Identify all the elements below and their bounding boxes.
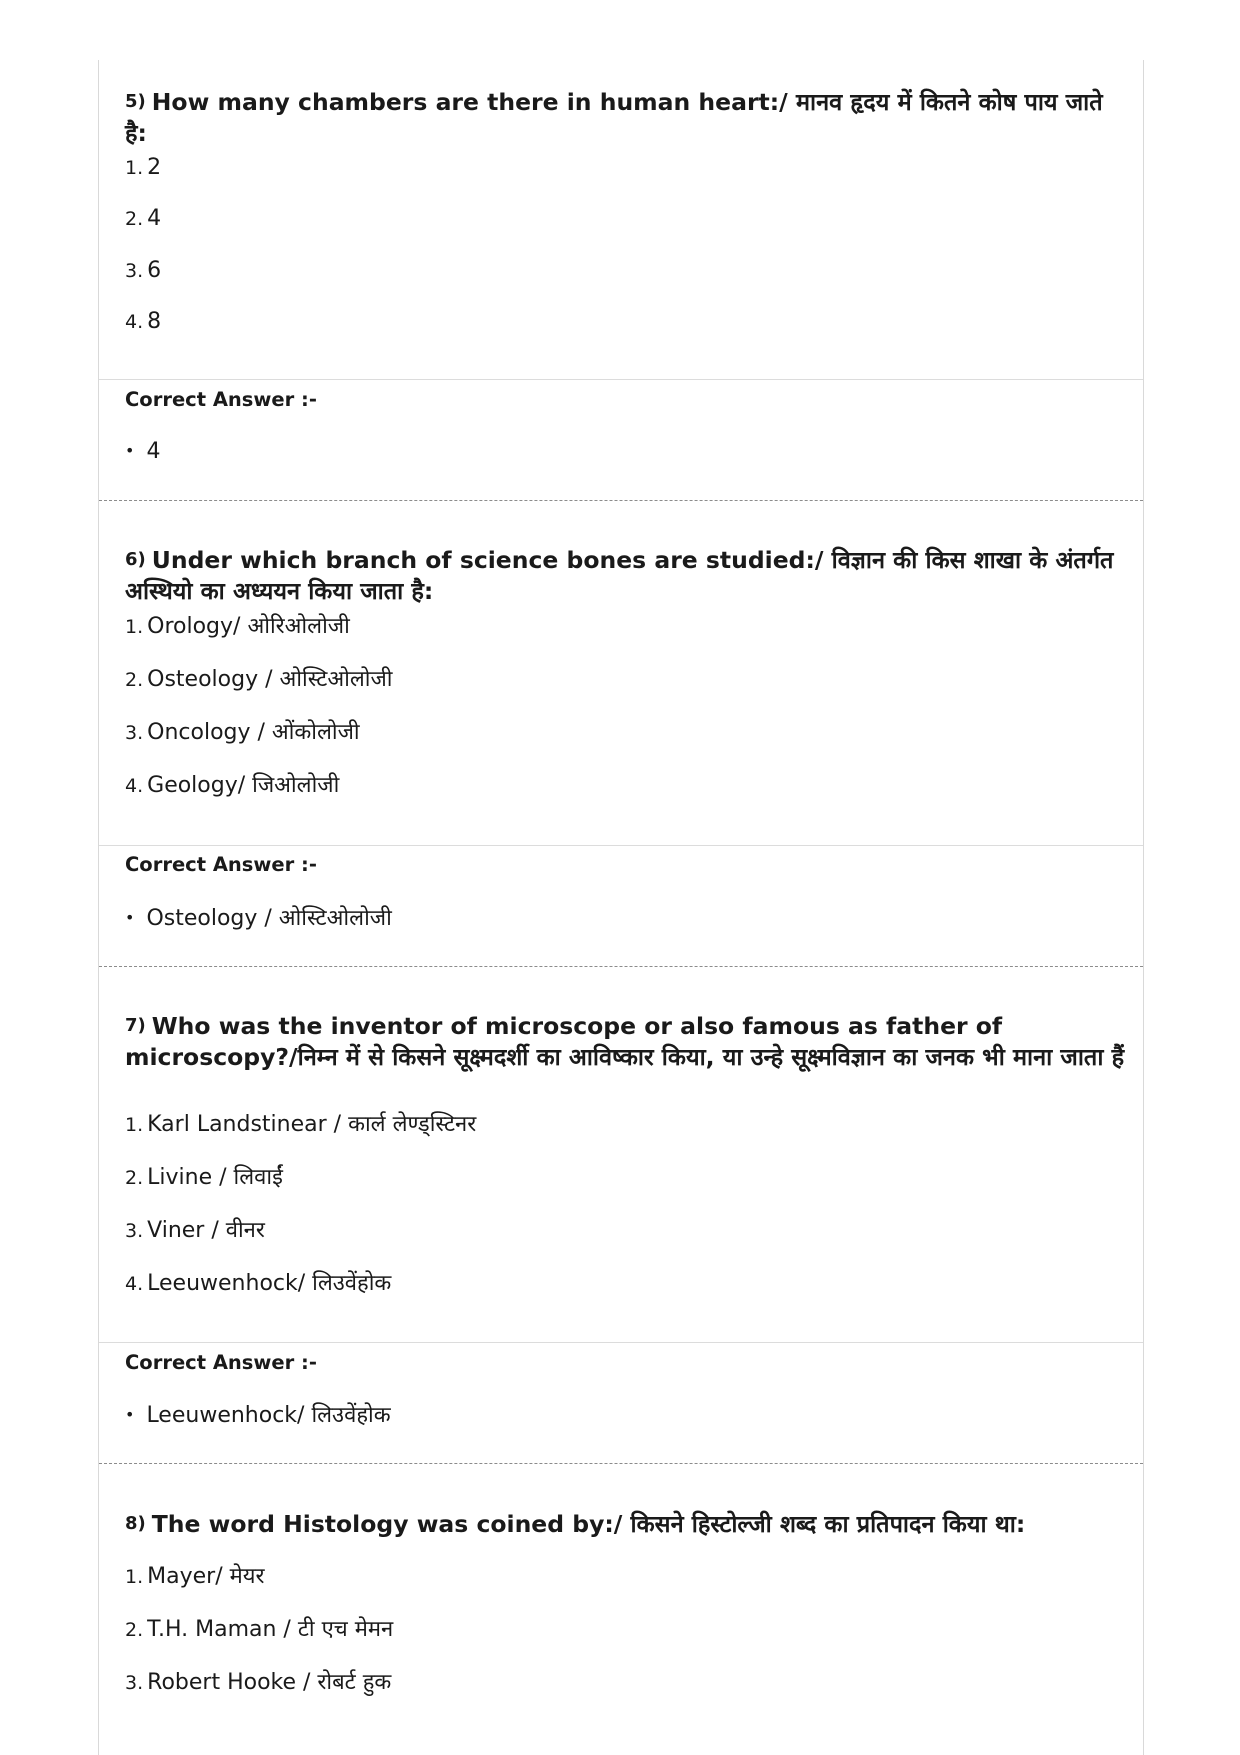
- option-item: 4. Geology/ जिओलोजी: [125, 773, 340, 798]
- option-item: 4. 8: [125, 309, 162, 334]
- option-item: 2. Livine / लिवाईं: [125, 1165, 283, 1190]
- question-text: Under which branch of science bones are studied:/ विज्ञान की किस शाखा के अंतर्गत अस्थियो का अध्ययन किया जाता है:: [125, 546, 1114, 605]
- question-number: 7): [125, 1015, 146, 1036]
- correct-answer: • Leeuwenhock/ लिउवेंहोक: [125, 1403, 391, 1428]
- question-number: 5): [125, 91, 146, 112]
- option-item: 1. Mayer/ मेयर: [125, 1564, 265, 1589]
- option-item: 1. Karl Landstinear / कार्ल लेण्ड्स्टिनर: [125, 1112, 477, 1137]
- question-number: 6): [125, 549, 146, 570]
- correct-answer-label: Correct Answer :-: [125, 388, 317, 411]
- option-item: 3. Viner / वीनर: [125, 1218, 265, 1243]
- question-number: 8): [125, 1513, 146, 1534]
- question-separator: [99, 966, 1143, 967]
- option-item: 4. Leeuwenhock/ लिउवेंहोक: [125, 1271, 392, 1296]
- correct-answer: • Osteology / ओस्टिओलोजी: [125, 906, 392, 931]
- option-item: 3. Robert Hooke / रोबर्ट हुक: [125, 1670, 392, 1695]
- option-item: 1. 2: [125, 155, 162, 180]
- option-item: 3. 6: [125, 258, 162, 283]
- question-title: [125, 1508, 1125, 1540]
- option-item: 1. Orology/ ओरिओलोजी: [125, 614, 350, 639]
- correct-answer: • 4: [125, 439, 161, 464]
- divider: [99, 1342, 1143, 1343]
- divider: [99, 379, 1143, 380]
- option-item: 2. Osteology / ओस्टिओलोजी: [125, 667, 393, 692]
- question-title: [125, 544, 1125, 607]
- bullet-icon: •: [125, 441, 135, 460]
- option-item: 3. Oncology / ओंकोलोजी: [125, 720, 360, 745]
- question-text: How many chambers are there in human heart:/ मानव हृदय में कितने कोष पाय जाते है:: [125, 88, 1103, 147]
- question-text: The word Histology was coined by:/ किसने हिस्टोल्जी शब्द का प्रतिपादन किया था:: [151, 1510, 1026, 1538]
- option-item: 2. T.H. Maman / टी एच मेमन: [125, 1617, 394, 1642]
- question-title: [125, 1010, 1125, 1073]
- divider: [99, 845, 1143, 846]
- question-separator: [99, 500, 1143, 501]
- bullet-icon: •: [125, 1405, 135, 1424]
- correct-answer-label: Correct Answer :-: [125, 853, 317, 876]
- bullet-icon: •: [125, 908, 135, 927]
- question-text: Who was the inventor of microscope or also famous as father of microscopy?/निम्न में से किसने सूक्ष्मदर्शी का आविष्कार किया, या उन्हे सूक्ष्मविज्ञान का जनक भी माना जाता हैं: [125, 1012, 1125, 1071]
- option-item: 2. 4: [125, 206, 162, 231]
- question-paper: [98, 60, 1144, 1755]
- question-separator: [99, 1463, 1143, 1464]
- question-title: [125, 86, 1125, 149]
- correct-answer-label: Correct Answer :-: [125, 1351, 317, 1374]
